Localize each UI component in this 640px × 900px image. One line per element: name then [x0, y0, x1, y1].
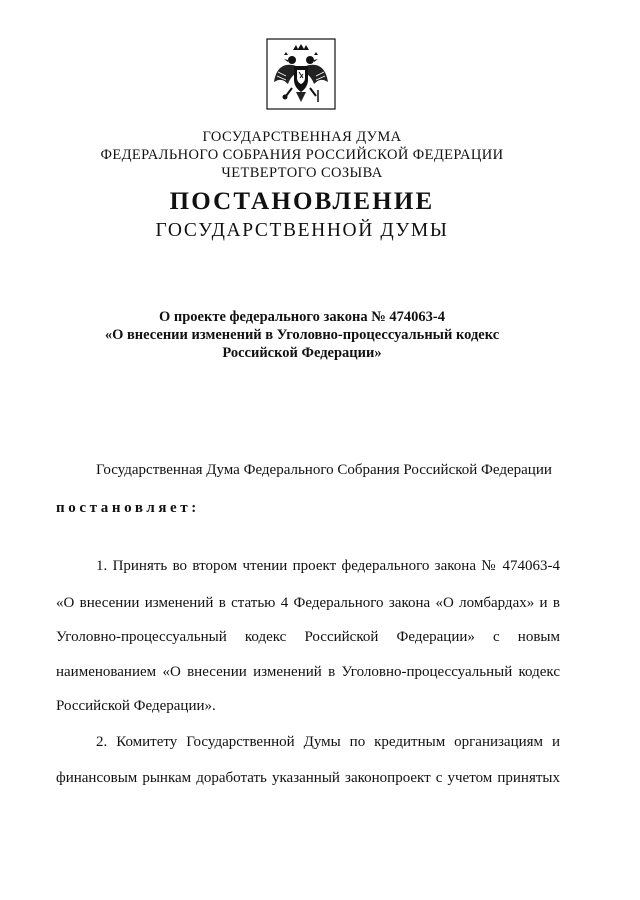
header-line-1: ГОСУДАРСТВЕННАЯ ДУМА — [202, 129, 402, 145]
document-title: ПОСТАНОВЛЕНИЕ — [169, 188, 435, 215]
header-line-2: ФЕДЕРАЛЬНОГО СОБРАНИЯ РОССИЙСКОЙ ФЕДЕРАЦИИ — [100, 147, 504, 163]
paragraph-1-line-4: наименованием «О внесении изменений в Уголовно-процессуальный кодекс — [56, 664, 560, 680]
paragraph-1-line-5: Российской Федерации». — [56, 698, 216, 714]
decrees-label: постановляет: — [56, 500, 200, 516]
russian-coat-of-arms-icon — [266, 38, 336, 110]
paragraph-1-line-3: Уголовно-процессуальный кодекс Российской Федерации» с новым — [56, 629, 560, 645]
header-line-3: ЧЕТВЕРТОГО СОЗЫВА — [221, 165, 383, 181]
preamble-text: Государственная Дума Федерального Собрания Российской Федерации — [96, 462, 552, 478]
subject-line-3: Российской Федерации» — [222, 345, 382, 361]
paragraph-1-line-1: 1. Принять во втором чтении проект федерального закона № 474063-4 — [96, 558, 560, 574]
subject-line-2: «О внесении изменений в Уголовно-процессуальный кодекс — [104, 327, 500, 343]
paragraph-1-line-2: «О внесении изменений в статью 4 Федерального закона «О ломбардах» и в — [56, 595, 560, 611]
paragraph-2-line-1: 2. Комитету Государственной Думы по кредитным организациям и — [96, 734, 560, 750]
document-subtitle: ГОСУДАРСТВЕННОЙ ДУМЫ — [155, 220, 449, 241]
subject-line-1: О проекте федерального закона № 474063-4 — [158, 309, 446, 325]
paragraph-2-line-2: финансовым рынкам доработать указанный законопроект с учетом принятых — [56, 770, 560, 786]
